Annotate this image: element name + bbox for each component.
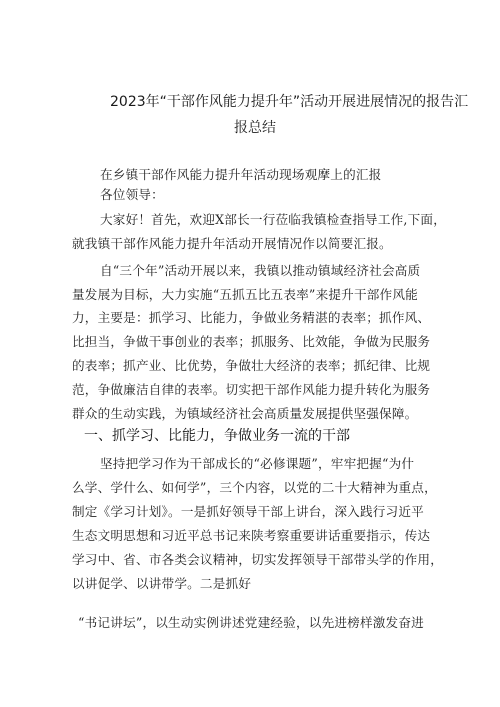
salutation: 各位领导： — [100, 187, 164, 202]
document-title-line-2: 报总结 — [234, 120, 276, 136]
document-title-line-1: 2023年“干部作风能力提升年”活动开展进展情况的报告汇 — [110, 94, 469, 110]
paragraph-line: 以讲促学、以讲带学。二是抓好 — [72, 576, 252, 591]
paragraph-line: 的表率；抓产业、比优势，争做壮大经济的表率；抓纪律、比规 — [72, 358, 431, 373]
paragraph-line: 生态文明思想和习近平总书记来陕考察重要讲话重要指示，传达 — [72, 528, 431, 543]
document-subtitle: 在乡镇干部作风能力提升年活动现场观摩上的汇报 — [100, 167, 382, 182]
paragraph-line: “书记讲坛”，以生动实例讲述党建经验，以先进榜样激发奋进 — [78, 615, 424, 630]
paragraph-line: 么学、学什么、如何学”，三个内容，以党的二十大精神为重点， — [72, 480, 437, 495]
paragraph-line: 就我镇干部作风能力提升年活动开展情况作以简要汇报。 — [72, 236, 392, 251]
paragraph-line: 学习中、省、市各类会议精神，切实发挥领导干部带头学的作用， — [72, 552, 444, 567]
paragraph-line: 制定《学习计划》。一是抓好领导干部上讲台，深入践行习近平 — [72, 504, 424, 519]
paragraph-line: 力，主要是：抓学习、比能力，争做业务精湛的表率；抓作风、 — [72, 310, 431, 325]
paragraph-line: 范，争做廉洁自律的表率。切实把干部作风能力提升转化为服务 — [72, 382, 431, 397]
paragraph-line: 比担当，争做干事创业的表率；抓服务、比效能，争做为民服务 — [72, 334, 431, 349]
paragraph-line: 量发展为目标，大力实施“五抓五比五表率”来提升干部作风能 — [72, 287, 418, 302]
paragraph-line: 自“三个年”活动开展以来，我镇以推动镇域经济社会高质 — [100, 263, 421, 278]
paragraph-line: 坚持把学习作为干部成长的“必修课题”，牢牢把握“为什 — [100, 456, 415, 471]
section-heading: 一、抓学习、比能力，争做业务一流的干部 — [84, 428, 350, 444]
paragraph-line: 群众的生动实践，为镇域经济社会高质量发展提供坚强保障。 — [72, 406, 418, 421]
paragraph-line: 大家好！首先，欢迎X部长一行莅临我镇检查指导工作,下面， — [100, 212, 447, 227]
